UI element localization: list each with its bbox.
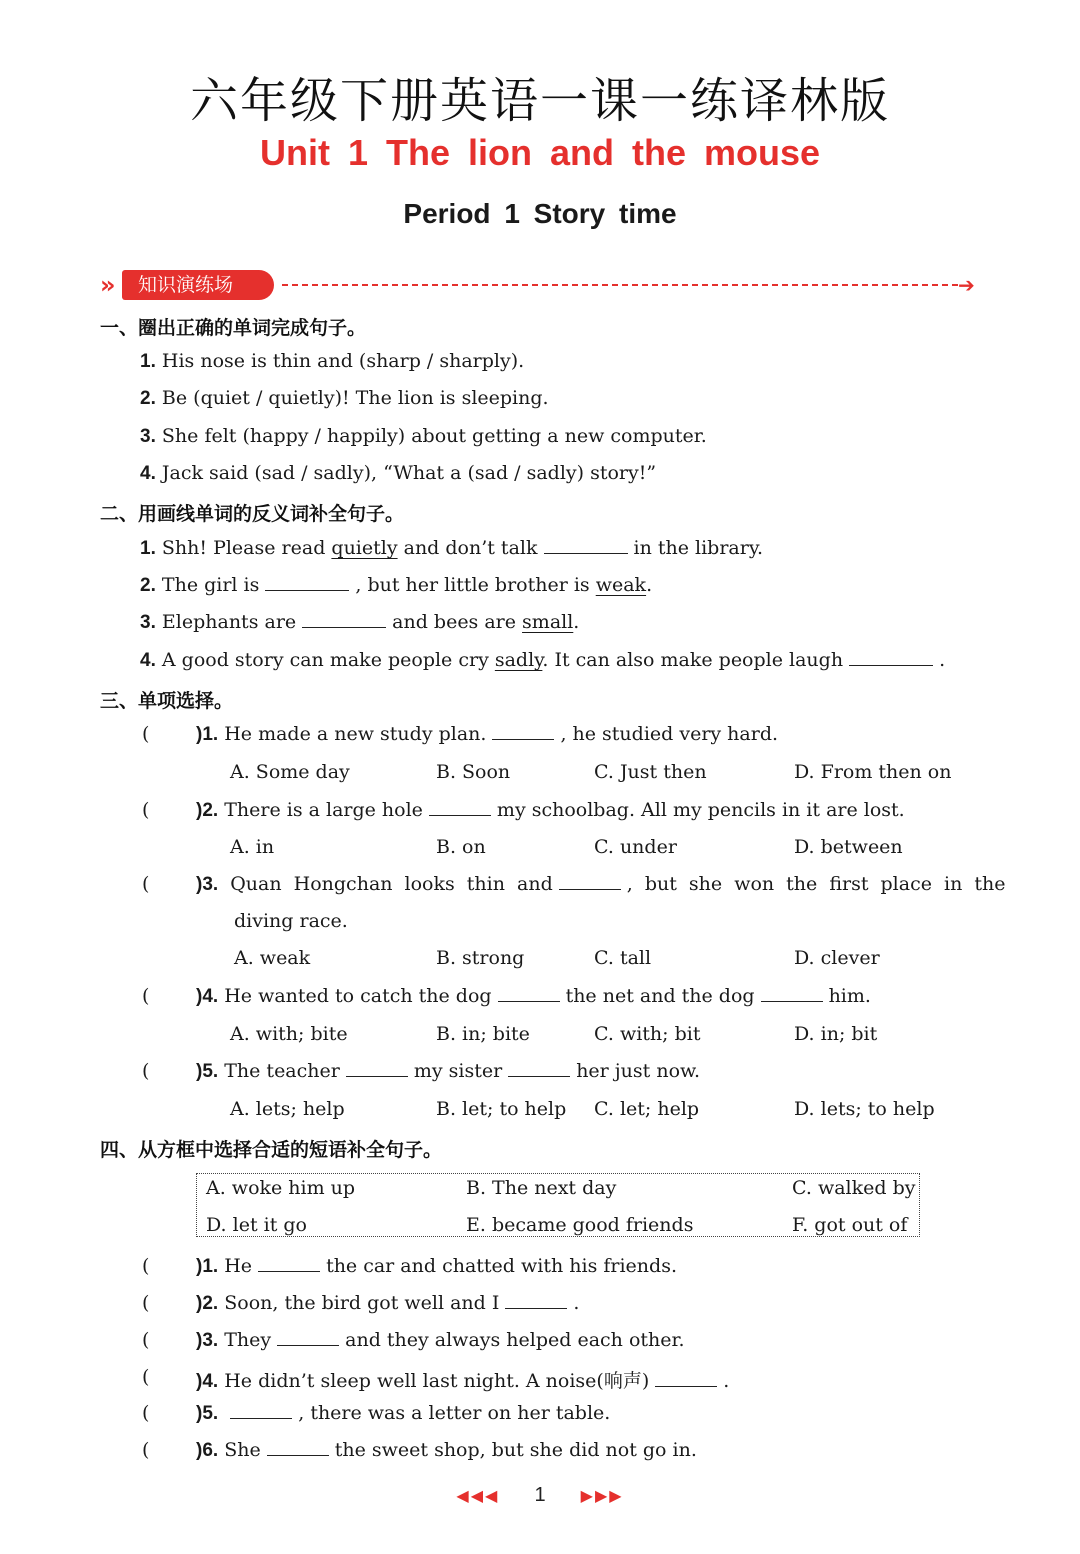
triangles-right-icon: ▶▶▶ <box>580 1486 624 1505</box>
s1-item-3: 3. She felt (happy / happily) about getting a new computer. <box>140 425 707 447</box>
answer-blank[interactable] <box>258 1255 320 1272</box>
option-a[interactable]: A. lets; help <box>230 1098 345 1120</box>
section4-title: 四、从方框中选择合适的短语补全句子。 <box>100 1139 443 1161</box>
period-title: Period 1 Story time <box>403 198 677 229</box>
double-chevron-icon: » <box>100 271 116 299</box>
s3-item-3-cont: diving race. <box>234 910 348 932</box>
s4-item-6: )6. She the sweet shop, but she did not go in. <box>196 1439 697 1461</box>
phrase-d: D. let it go <box>206 1214 307 1236</box>
option-a[interactable]: A. in <box>230 836 275 858</box>
section1-title: 一、圈出正确的单词完成句子。 <box>100 317 367 339</box>
answer-blank[interactable] <box>265 574 349 591</box>
answer-blank[interactable] <box>761 985 823 1002</box>
answer-blank[interactable] <box>346 1060 408 1077</box>
s3-item-5: )5. The teacher my sister her just now. <box>196 1060 701 1082</box>
s2-item-2: 2. The girl is , but her little brother is weak. <box>140 574 653 596</box>
page-footer <box>0 1484 1080 1507</box>
answer-paren[interactable]: ( <box>142 985 150 1007</box>
option-d[interactable]: D. lets; to help <box>794 1098 935 1120</box>
option-b[interactable]: B. strong <box>436 947 525 969</box>
section3-title: 三、单项选择。 <box>100 690 234 712</box>
answer-blank[interactable] <box>302 611 386 628</box>
option-b[interactable]: B. Soon <box>436 761 511 783</box>
s1-item-2: 2. Be (quiet / quietly)! The lion is sleeping. <box>140 387 549 409</box>
answer-paren[interactable]: ( <box>142 1402 150 1424</box>
s3-item-2: )2. There is a large hole my schoolbag. All my pencils in it are lost. <box>196 799 905 821</box>
page-number: 1 <box>534 1484 546 1506</box>
option-b[interactable]: B. in; bite <box>436 1023 530 1045</box>
answer-blank[interactable] <box>508 1060 570 1077</box>
s3-item-3: )3. Quan Hongchan looks thin and , but she won the first place in the <box>196 873 1006 895</box>
phrase-b: B. The next day <box>466 1177 617 1199</box>
s3-item-1: )1. He made a new study plan. , he studied very hard. <box>196 723 779 745</box>
phrase-e: E. became good friends <box>466 1214 694 1236</box>
option-a[interactable]: A. weak <box>234 947 311 969</box>
answer-paren[interactable]: ( <box>142 1060 150 1082</box>
option-c[interactable]: C. tall <box>594 947 652 969</box>
banner-label: 知识演练场 <box>122 270 274 300</box>
option-c[interactable]: C. with; bit <box>594 1023 701 1045</box>
answer-blank[interactable] <box>544 537 628 554</box>
answer-blank[interactable] <box>230 1402 292 1419</box>
answer-blank[interactable] <box>277 1329 339 1346</box>
unit-title: Unit 1 The lion and the mouse <box>259 132 821 173</box>
phrase-a: A. woke him up <box>206 1177 356 1199</box>
option-b[interactable]: B. on <box>436 836 486 858</box>
answer-paren[interactable]: ( <box>142 1255 150 1277</box>
option-b[interactable]: B. let; to help <box>436 1098 567 1120</box>
answer-paren[interactable]: ( <box>142 873 150 895</box>
answer-blank[interactable] <box>267 1439 329 1456</box>
answer-blank[interactable] <box>655 1370 717 1387</box>
answer-paren[interactable]: ( <box>142 1292 150 1314</box>
s1-item-1: 1. His nose is thin and (sharp / sharply). <box>140 350 525 372</box>
option-a[interactable]: A. with; bite <box>230 1023 348 1045</box>
option-a[interactable]: A. Some day <box>230 761 350 783</box>
option-d[interactable]: D. between <box>794 836 903 858</box>
answer-blank[interactable] <box>505 1292 567 1309</box>
phrase-f: F. got out of <box>792 1214 908 1236</box>
answer-paren[interactable]: ( <box>142 1366 150 1388</box>
arrow-right-icon: ➔ <box>958 273 975 297</box>
answer-blank[interactable] <box>498 985 560 1002</box>
option-c[interactable]: C. under <box>594 836 677 858</box>
section2-title: 二、用画线单词的反义词补全句子。 <box>100 503 405 525</box>
answer-blank[interactable] <box>429 799 491 816</box>
answer-paren[interactable]: ( <box>142 1329 150 1351</box>
s4-item-2: )2. Soon, the bird got well and I . <box>196 1292 580 1314</box>
s4-item-5: )5. , there was a letter on her table. <box>196 1402 611 1424</box>
s4-item-1: )1. He the car and chatted with his friends. <box>196 1255 677 1277</box>
option-d[interactable]: D. in; bit <box>794 1023 878 1045</box>
s4-item-4: )4. He didn’t sleep well last night. A noise(响声) . <box>196 1370 730 1392</box>
answer-paren[interactable]: ( <box>142 723 150 745</box>
answer-blank[interactable] <box>849 649 933 666</box>
s1-item-4: 4. Jack said (sad / sadly), “What a (sad / sadly) story!” <box>140 462 657 484</box>
option-c[interactable]: C. let; help <box>594 1098 700 1120</box>
phrase-c: C. walked by <box>792 1177 916 1199</box>
s2-item-4: 4. A good story can make people cry sadly. It can also make people laugh . <box>140 649 946 671</box>
s4-item-3: )3. They and they always helped each other. <box>196 1329 685 1351</box>
option-d[interactable]: D. From then on <box>794 761 952 783</box>
answer-blank[interactable] <box>559 873 621 890</box>
answer-paren[interactable]: ( <box>142 1439 150 1461</box>
answer-paren[interactable]: ( <box>142 799 150 821</box>
option-d[interactable]: D. clever <box>794 947 880 969</box>
banner-dashed-line <box>282 284 958 286</box>
page-title: 六年级下册英语一课一练译林版 <box>189 73 890 129</box>
s2-item-1: 1. Shh! Please read quietly and don’t talk in the library. <box>140 537 764 559</box>
option-c[interactable]: C. Just then <box>594 761 707 783</box>
triangles-left-icon: ◀◀◀ <box>456 1486 500 1505</box>
answer-blank[interactable] <box>492 723 554 740</box>
s2-item-3: 3. Elephants are and bees are small. <box>140 611 580 633</box>
s3-item-4: )4. He wanted to catch the dog the net and the dog him. <box>196 985 871 1007</box>
